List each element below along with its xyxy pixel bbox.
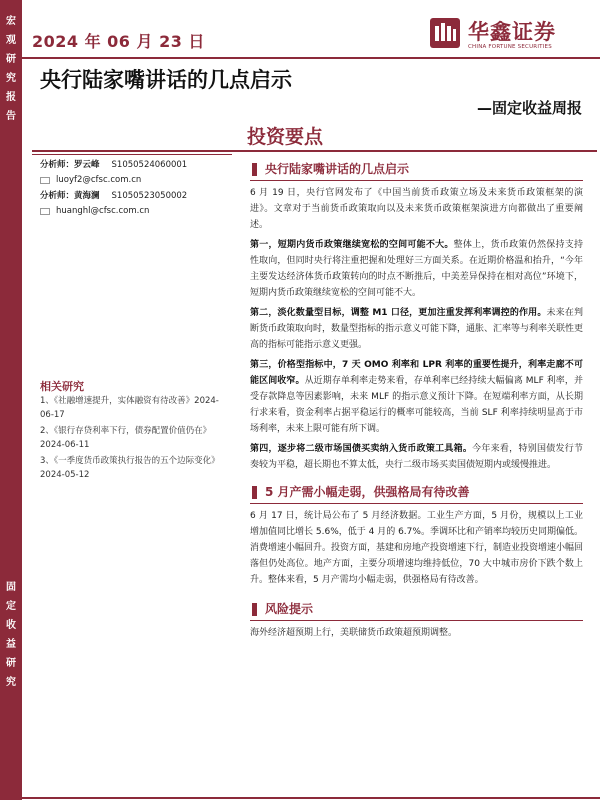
analyst-email-row bbox=[40, 203, 240, 220]
footer-divider bbox=[22, 797, 600, 799]
paragraph-text: 海外经济超预期上行，美联储货币政策超预期调整。 bbox=[250, 628, 458, 638]
analyst-code: S1050523050002 bbox=[111, 191, 188, 201]
report-subtitle: —固定收益周报 bbox=[476, 99, 582, 117]
paragraph-lead: 第三，价格型指标中，7 天 OMO 利率和 LPR 利率的重要性提升，利率走廊不可能区间收窄。 bbox=[250, 360, 583, 386]
paragraph bbox=[250, 357, 583, 437]
paragraph-text: 整体上，货币政策仍然保持支持性取向，但同时央行将注重把握和处理好三方面关系。在近期价格温和抬升，“今年主要发达经济体货币政策转向的时点不断推后，中美差异保持在相对高位”环境下，短期内货币政策继续宽松的空间可能不大。 bbox=[250, 240, 583, 298]
analyst-email[interactable]: luoyf2@cfsc.com.cn bbox=[56, 175, 142, 185]
section-heading-text: 央行陆家嘴讲话的几点启示 bbox=[265, 162, 410, 176]
analyst-name: 分析师：罗云峰 bbox=[40, 160, 100, 170]
section-heading-text: 风险提示 bbox=[265, 602, 314, 616]
main-content bbox=[250, 158, 583, 641]
paragraph-lead: 第一，短期内货币政策继续宽松的空间可能不大。 bbox=[250, 240, 454, 250]
mail-icon bbox=[40, 177, 50, 184]
paragraph-lead: 第四，逐步将二级市场国债买卖纳入货币政策工具箱。 bbox=[250, 444, 473, 454]
brand-logo bbox=[430, 18, 590, 52]
related-research-item[interactable]: 2、《银行存贷利率下行，债券配置价值仍在》2024-06-11 bbox=[40, 426, 212, 450]
left-column-divider bbox=[32, 154, 232, 155]
paragraph-text: 今年来看，特别国债发行节奏较为平稳，超长期也不算太低，央行二级市场买卖国债短期内或缓慢推进。 bbox=[250, 444, 583, 470]
paragraph bbox=[250, 237, 583, 301]
analyst-row bbox=[40, 158, 240, 172]
analyst-email-row bbox=[40, 172, 240, 189]
header-divider bbox=[22, 57, 600, 59]
left-sidebar bbox=[0, 0, 22, 800]
heading-marker bbox=[252, 163, 257, 176]
brand-logo-icon bbox=[430, 18, 460, 48]
section-heading bbox=[250, 481, 583, 504]
related-research-item[interactable]: 1、《社融增速提升，实体融资有待改善》2024-06-17 bbox=[40, 396, 219, 420]
mail-icon bbox=[40, 208, 50, 215]
sidebar-bottom-label: 固 定 收 益 研 究 bbox=[6, 582, 16, 688]
paragraph bbox=[250, 185, 583, 233]
related-research-list bbox=[40, 394, 222, 484]
paragraph-text: 6 月 17 日，统计局公布了 5 月经济数据。工业生产方面，5 月份，规模以上工业增加值同比增长 5.6%，低于 4 月的 6.7%。季调环比和产销率均较历史同期偏低。消费增速小幅回升。投资方面，基建和房地产投资增速下行，制造业投资增速小幅回落但仍处高位。地产方面，主要分项增速均维持低位，70 大中城市房价下跌个数上升。整体来看，5 月产需均小幅走弱，供强格局有待改善。 bbox=[250, 511, 584, 585]
report-date: 2024 年 06 月 23 日 bbox=[32, 32, 205, 51]
paragraph-text: 未来在判断货币政策取向时，数量型指标的指示意义可能下降，通胀、汇率等与利率关联性更高的指标可能指示意义更强。 bbox=[250, 308, 584, 350]
related-research-title: 相关研究 bbox=[40, 380, 84, 393]
analyst-email[interactable]: huanghl@cfsc.com.cn bbox=[56, 206, 150, 216]
paragraph bbox=[250, 441, 583, 473]
paragraph-lead: 第二，淡化数量型目标，调整 M1 口径，更加注重发挥利率调控的作用。 bbox=[250, 308, 547, 318]
sidebar-top-label: 宏 观 研 究 报 告 bbox=[6, 16, 16, 122]
heading-marker bbox=[252, 486, 257, 499]
section-heading bbox=[250, 598, 583, 621]
analyst-name: 分析师：黄海澜 bbox=[40, 191, 100, 201]
analyst-info bbox=[40, 158, 240, 220]
brand-name-en: CHINA FORTUNE SECURITIES bbox=[468, 44, 552, 50]
paragraph-text: 从近期存单利率走势来看，存单利率已经持续大幅偏离 MLF 利率，并受存款降息等因素影响，未来 MLF 的指示意义预计下降。在短端利率方面，从长期行求来看，资金利率占据平稳运行的概率可能较高，当前 SLF 利率持续明显高于市场利率，未来上限可能有所下调。 bbox=[250, 376, 583, 434]
paragraph bbox=[250, 625, 583, 641]
paragraph bbox=[250, 305, 583, 353]
investment-highlights-title: 投资要点 bbox=[247, 126, 324, 148]
heading-marker bbox=[252, 603, 257, 616]
brand-name-cn: 华鑫证券 bbox=[468, 20, 556, 44]
related-research-item[interactable]: 3、《一季度货币政策执行报告的五个边际变化》2024-05-12 bbox=[40, 456, 220, 480]
report-title: 央行陆家嘴讲话的几点启示 bbox=[40, 68, 292, 92]
section-divider bbox=[32, 150, 597, 152]
analyst-row bbox=[40, 189, 240, 203]
section-heading-text: 5 月产需小幅走弱，供强格局有待改善 bbox=[265, 485, 470, 499]
paragraph-text: 6 月 19 日，央行官网发布了《中国当前货币政策立场及未来货币政策框架的演进》。文章对于当前货币政策取向以及未来货币政策框架演进方向都做出了重要阐述。 bbox=[250, 188, 583, 230]
section-heading bbox=[250, 158, 583, 181]
paragraph bbox=[250, 508, 583, 588]
analyst-code: S1050524060001 bbox=[111, 160, 188, 170]
